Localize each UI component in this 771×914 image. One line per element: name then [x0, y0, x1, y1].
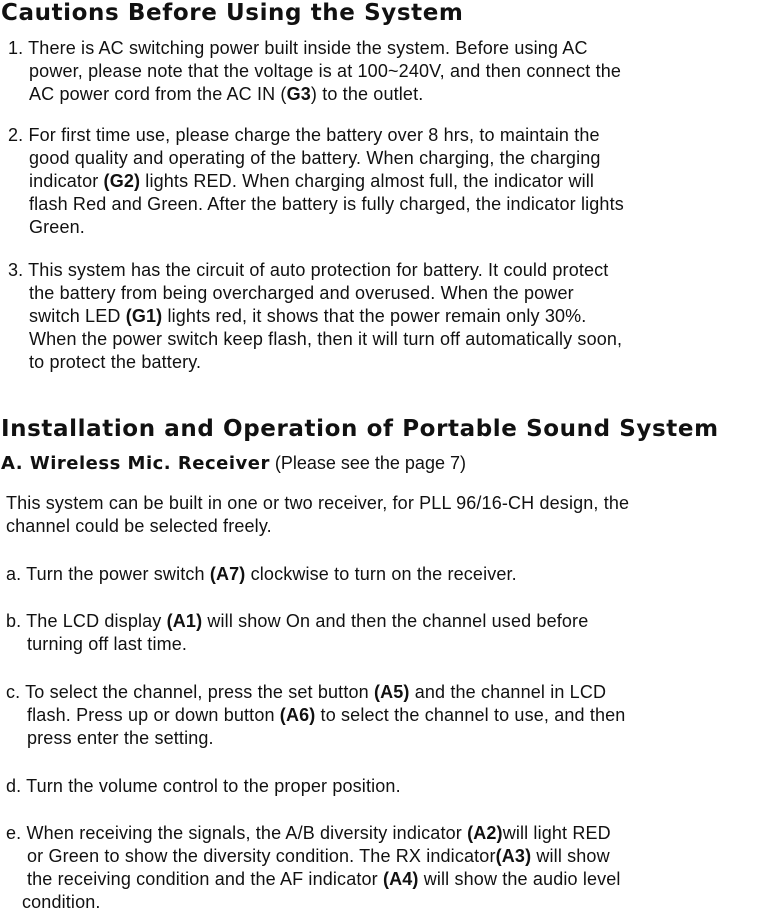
receiver-intro-line-1: This system can be built in one or two receiver, for PLL 96/16-CH design, the	[6, 493, 630, 513]
step-c-line-2	[6, 704, 625, 727]
step-b-text-a: b. The LCD display	[6, 611, 167, 631]
caution-item-1	[8, 37, 621, 106]
receiver-subheading	[1, 451, 466, 476]
step-e-text-a: e. When receiving the signals, the A/B diversity indicator	[6, 823, 468, 843]
receiver-subheading-title: A. Wireless Mic. Receiver	[1, 453, 270, 474]
ref-g1: (G1)	[125, 306, 163, 326]
step-e-text-b: will light RED	[502, 823, 611, 843]
caution-1-text-b: ) to the outlet.	[310, 84, 424, 104]
step-e	[6, 822, 621, 914]
step-e-text-c: or Green to show the diversity condition. The RX indicator	[27, 846, 496, 866]
caution-2-text-a: indicator	[29, 171, 104, 191]
caution-3-line-5: to protect the battery.	[29, 352, 202, 372]
step-b-line-2: turning off last time.	[27, 634, 188, 654]
caution-1-line-1: 1. There is AC switching power built inside the system. Before using AC	[8, 38, 588, 58]
ref-a4: (A4)	[382, 869, 419, 889]
ref-g3: G3	[286, 84, 311, 104]
step-e-line-3	[6, 868, 621, 891]
receiver-intro	[6, 492, 629, 538]
step-c	[6, 681, 625, 750]
caution-item-3	[8, 259, 622, 374]
step-b-line-1	[6, 610, 588, 633]
caution-1-line-3	[8, 83, 621, 106]
step-e-line-2	[6, 845, 621, 868]
step-a-line-1	[6, 563, 517, 586]
ref-a7: (A7)	[209, 564, 246, 584]
caution-3-text-a: switch LED	[29, 306, 126, 326]
caution-3-line-1: 3. This system has the circuit of auto protection for battery. It could protect	[8, 260, 609, 280]
step-c-text-c: flash. Press up or down button	[27, 705, 280, 725]
receiver-intro-line-2: channel could be selected freely.	[6, 516, 272, 536]
caution-2-line-4: flash Red and Green. After the battery is fully charged, the indicator lights	[29, 194, 624, 214]
caution-2-line-3	[8, 170, 624, 193]
step-a-text-b: clockwise to turn on the receiver.	[245, 564, 517, 584]
caution-2-text-b: lights RED. When charging almost full, the indicator will	[140, 171, 595, 191]
ref-a3: (A3)	[495, 846, 532, 866]
ref-a2: (A2)	[467, 823, 503, 843]
caution-3-line-4: When the power switch keep flash, then it will turn off automatically soon,	[29, 329, 623, 349]
caution-2-line-5: Green.	[29, 217, 85, 237]
ref-a6: (A6)	[279, 705, 316, 725]
step-a	[6, 563, 517, 586]
cautions-heading: Cautions Before Using the System	[1, 0, 464, 26]
step-c-line-3: press enter the setting.	[27, 728, 214, 748]
step-c-text-b: and the channel in LCD	[409, 682, 607, 702]
receiver-subheading-note: (Please see the page 7)	[269, 453, 466, 473]
step-e-line-1	[6, 822, 621, 845]
step-a-text-a: a. Turn the power switch	[6, 564, 210, 584]
step-c-line-1	[6, 681, 625, 704]
step-e-text-f: will show the audio level	[418, 869, 621, 889]
caution-2-line-1: 2. For first time use, please charge the battery over 8 hrs, to maintain the	[8, 125, 600, 145]
ref-g2: (G2)	[103, 171, 141, 191]
caution-2-line-2: good quality and operating of the battery. When charging, the charging	[29, 148, 601, 168]
caution-3-text-b: lights red, it shows that the power remain only 30%.	[162, 306, 587, 326]
step-d	[6, 775, 401, 798]
step-d-line-1: d. Turn the volume control to the proper position.	[6, 776, 401, 796]
caution-1-text-a: AC power cord from the AC IN (	[29, 84, 287, 104]
caution-1-line-2: power, please note that the voltage is at 100~240V, and then connect the	[29, 61, 622, 81]
step-e-line-4: condition.	[22, 892, 101, 912]
step-b	[6, 610, 588, 656]
ref-a1: (A1)	[166, 611, 203, 631]
ref-a5: (A5)	[373, 682, 410, 702]
step-c-text-d: to select the channel to use, and then	[315, 705, 626, 725]
caution-3-line-3	[8, 305, 622, 328]
step-e-text-e: the receiving condition and the AF indicator	[27, 869, 383, 889]
caution-item-2	[8, 124, 624, 239]
caution-3-line-2: the battery from being overcharged and overused. When the power	[29, 283, 574, 303]
step-c-text-a: c. To select the channel, press the set button	[6, 682, 374, 702]
installation-heading: Installation and Operation of Portable Sound System	[1, 416, 719, 442]
step-b-text-b: will show On and then the channel used before	[202, 611, 589, 631]
step-e-text-d: will show	[531, 846, 610, 866]
